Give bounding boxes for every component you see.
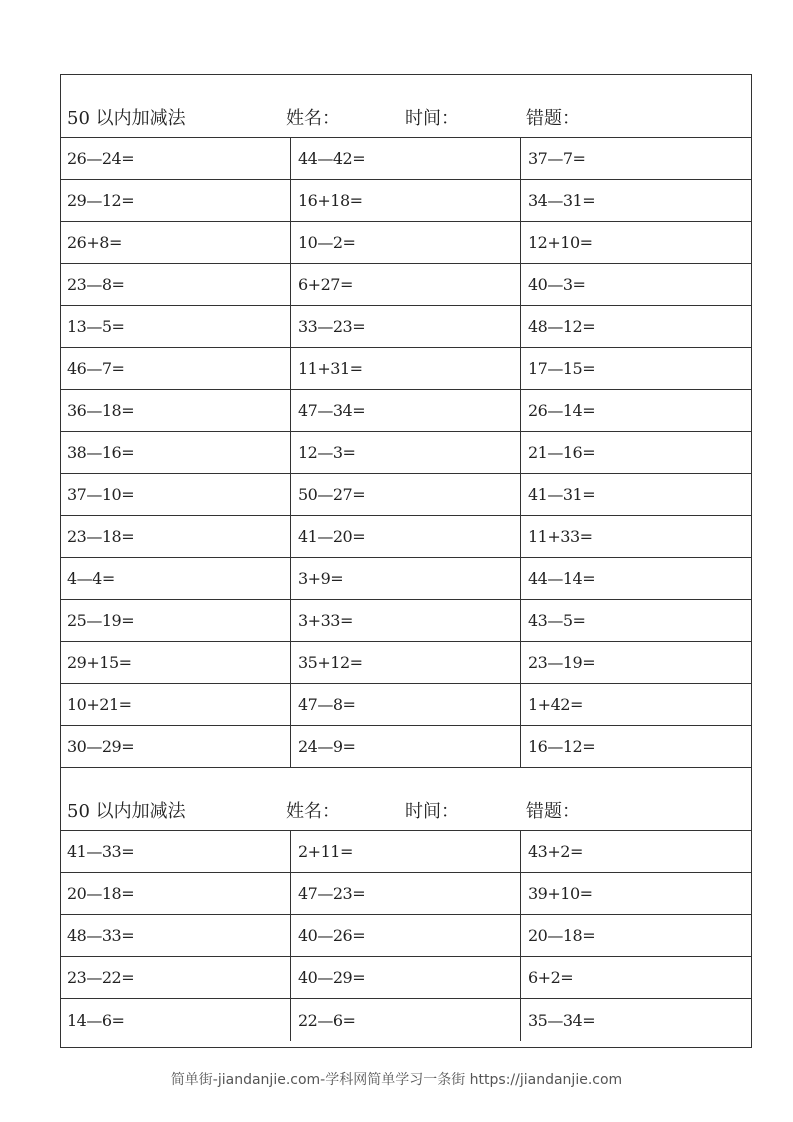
time-label: 时间： <box>405 108 459 129</box>
problem-cell: 41—31= <box>528 485 596 504</box>
problem-cell: 3+9= <box>291 558 521 599</box>
problem-cell: 47—34= <box>291 390 521 431</box>
problem-row <box>61 222 751 264</box>
worksheet-title: 50 以内加减法 <box>67 801 186 822</box>
problem-cell: 24—9= <box>291 726 521 767</box>
problem-cell: 21—16= <box>528 443 596 462</box>
problem-cell: 48—33= <box>61 915 291 956</box>
problem-row <box>61 642 751 684</box>
problem-cell: 23—19= <box>528 653 596 672</box>
problem-cell: 29—12= <box>61 180 291 221</box>
problem-cell: 37—10= <box>61 474 291 515</box>
worksheet-table <box>60 74 752 1048</box>
problem-cell: 33—23= <box>291 306 521 347</box>
problem-cell: 4—4= <box>61 558 291 599</box>
problem-row <box>61 432 751 474</box>
problem-cell: 47—8= <box>291 684 521 725</box>
problem-cell: 48—12= <box>528 317 596 336</box>
problem-cell: 22—6= <box>291 999 521 1041</box>
problem-cell: 16—12= <box>528 737 596 756</box>
problem-cell: 36—18= <box>61 390 291 431</box>
section-header <box>61 768 751 831</box>
problem-row <box>61 348 751 390</box>
problem-row <box>61 726 751 768</box>
problem-cell: 44—14= <box>528 569 596 588</box>
problem-row <box>61 600 751 642</box>
problem-cell: 23—8= <box>61 264 291 305</box>
problem-row <box>61 138 751 180</box>
problem-cell: 41—33= <box>61 831 291 872</box>
problem-cell: 23—18= <box>61 516 291 557</box>
problem-cell: 6+2= <box>528 968 574 987</box>
problem-row <box>61 306 751 348</box>
name-label: 姓名： <box>286 801 340 822</box>
problem-cell: 50—27= <box>291 474 521 515</box>
problem-row <box>61 957 751 999</box>
problem-cell: 11+31= <box>291 348 521 389</box>
problem-cell: 2+11= <box>291 831 521 872</box>
problem-row <box>61 873 751 915</box>
problem-cell: 37—7= <box>528 149 586 168</box>
problem-cell: 20—18= <box>61 873 291 914</box>
footer-watermark: 简单街-jiandanjie.com-学科网简单学习一条街 https://jiandanjie.com <box>170 1072 623 1088</box>
problem-cell: 35—34= <box>528 1010 596 1030</box>
section-header <box>61 75 751 138</box>
problem-cell: 26—14= <box>528 401 596 420</box>
problem-cell: 20—18= <box>528 926 596 945</box>
problem-cell: 23—22= <box>61 957 291 998</box>
problem-cell: 43+2= <box>528 842 583 861</box>
problem-cell: 43—5= <box>528 611 586 630</box>
problem-row <box>61 558 751 600</box>
problem-cell: 14—6= <box>61 999 291 1041</box>
problem-cell: 41—20= <box>291 516 521 557</box>
problem-cell: 29+15= <box>61 642 291 683</box>
time-label: 时间： <box>405 801 459 822</box>
problem-row <box>61 474 751 516</box>
worksheet-title: 50 以内加减法 <box>67 108 186 129</box>
problem-cell: 6+27= <box>291 264 521 305</box>
problem-cell: 38—16= <box>61 432 291 473</box>
problem-cell: 30—29= <box>61 726 291 767</box>
problem-cell: 40—26= <box>291 915 521 956</box>
problem-cell: 3+33= <box>291 600 521 641</box>
problem-row <box>61 684 751 726</box>
problem-row <box>61 390 751 432</box>
problem-cell: 26+8= <box>61 222 291 263</box>
errors-label: 错题： <box>526 801 580 822</box>
problem-cell: 10—2= <box>291 222 521 263</box>
problem-cell: 12+10= <box>528 233 593 252</box>
errors-label: 错题： <box>526 108 580 129</box>
problem-cell: 25—19= <box>61 600 291 641</box>
problem-cell: 47—23= <box>291 873 521 914</box>
problem-cell: 39+10= <box>528 884 593 903</box>
problem-cell: 16+18= <box>291 180 521 221</box>
name-label: 姓名： <box>286 108 340 129</box>
problem-row <box>61 915 751 957</box>
problem-cell: 40—3= <box>528 275 586 294</box>
problem-cell: 44—42= <box>291 138 521 179</box>
problem-cell: 34—31= <box>528 191 596 210</box>
problem-row <box>61 180 751 222</box>
problem-cell: 26—24= <box>61 138 291 179</box>
problem-cell: 46—7= <box>61 348 291 389</box>
problem-cell: 35+12= <box>291 642 521 683</box>
problem-row <box>61 999 751 1041</box>
problem-row <box>61 516 751 558</box>
problem-cell: 1+42= <box>528 695 583 714</box>
problem-cell: 10+21= <box>61 684 291 725</box>
problem-cell: 40—29= <box>291 957 521 998</box>
problem-row <box>61 264 751 306</box>
problem-cell: 13—5= <box>61 306 291 347</box>
problem-cell: 17—15= <box>528 359 596 378</box>
problem-cell: 12—3= <box>291 432 521 473</box>
problem-cell: 11+33= <box>528 527 593 546</box>
problem-row <box>61 831 751 873</box>
